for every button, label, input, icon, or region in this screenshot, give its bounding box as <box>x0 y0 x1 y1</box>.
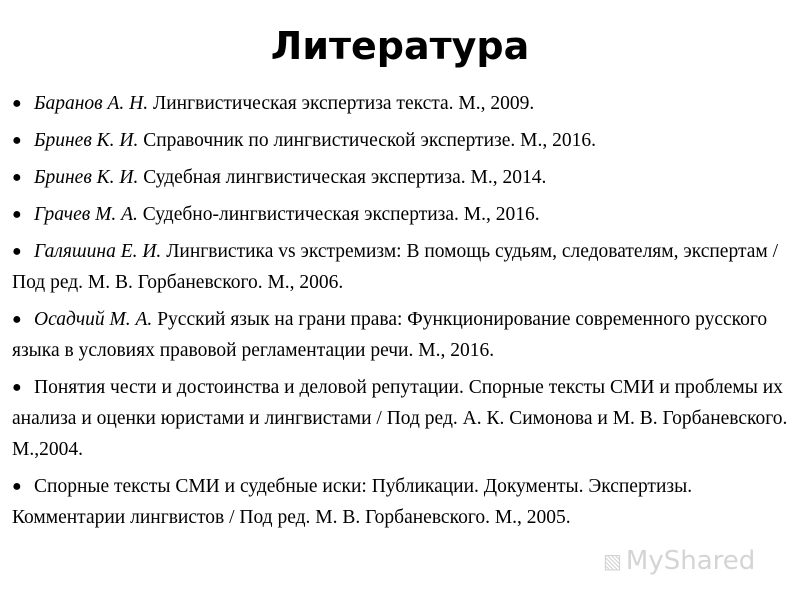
reference-author: Баранов А. Н. <box>34 93 149 114</box>
bullet-icon: ● <box>12 206 22 223</box>
reference-author: Бринев К. И. <box>34 130 139 151</box>
reference-text: Понятия чести и достоинства и деловой репутации. Спорные тексты СМИ и проблемы их анализа и оценки юристами и лингвистами / Под ред. А. К. Симонова и М. В. Горбаневского. М.,2004. <box>12 377 788 460</box>
reference-author: Бринев К. И. <box>34 167 139 188</box>
bullet-icon: ● <box>12 95 22 112</box>
reference-author: Галяшина Е. И. <box>34 241 162 262</box>
reference-list <box>12 88 792 539</box>
reference-text: Судебно-лингвистическая экспертиза. М., 2016. <box>137 204 540 225</box>
reference-text: Спорные тексты СМИ и судебные иски: Публикации. Документы. Экспертизы. Комментарии лингвистов / Под ред. М. В. Горбаневского. М., 2005. <box>12 476 693 528</box>
reference-item <box>12 125 792 156</box>
chart-icon: ▧ <box>603 549 622 573</box>
reference-item <box>12 236 792 298</box>
reference-item <box>12 304 792 366</box>
reference-author: Осадчий М. А. <box>34 309 153 330</box>
reference-item <box>12 372 792 465</box>
watermark-text: MyShared <box>625 546 756 576</box>
reference-text: Судебная лингвистическая экспертиза. М., 2014. <box>138 167 547 188</box>
bullet-icon: ● <box>12 379 22 396</box>
reference-text: Русский язык на грани права: Функционирование современного русского языка в условиях правовой регламентации речи. М., 2016. <box>12 309 768 361</box>
reference-item <box>12 471 792 533</box>
reference-text: Лингвистика vs экстремизм: В помощь судьям, следователям, экспертам / Под ред. М. В. Горбаневского. М., 2006. <box>12 241 778 293</box>
bullet-icon: ● <box>12 478 22 495</box>
reference-text: Лингвистическая экспертиза текста. М., 2009. <box>148 93 535 114</box>
bullet-icon: ● <box>12 169 22 186</box>
bullet-icon: ● <box>12 132 22 149</box>
reference-item <box>12 199 792 230</box>
reference-text: Справочник по лингвистической экспертизе. М., 2016. <box>138 130 596 151</box>
reference-item <box>12 162 792 193</box>
reference-item <box>12 88 792 119</box>
reference-author: Грачев М. А. <box>34 204 138 225</box>
watermark <box>603 546 755 576</box>
slide-title: Литература <box>270 24 530 68</box>
bullet-icon: ● <box>12 243 22 260</box>
bullet-icon: ● <box>12 311 22 328</box>
